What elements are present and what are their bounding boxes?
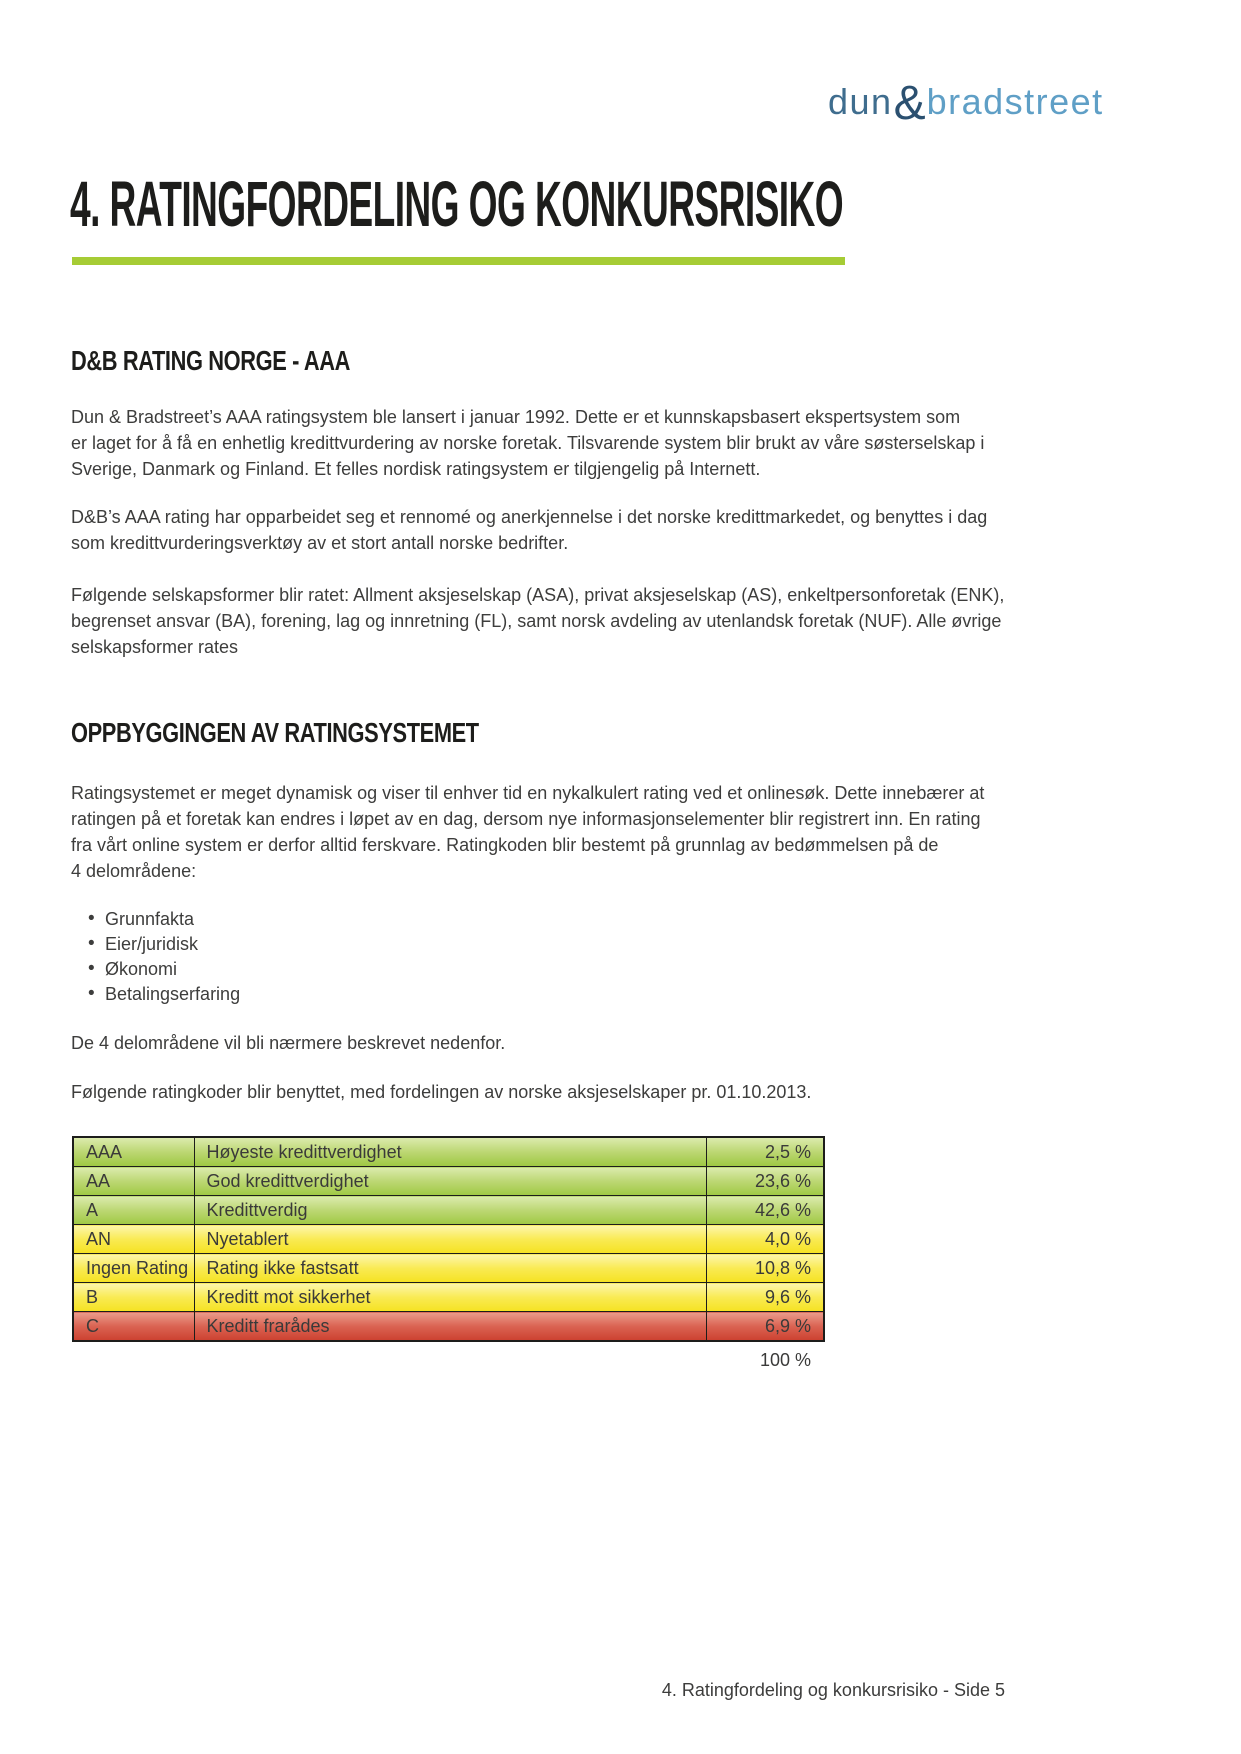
title-accent-bar [72, 257, 845, 265]
rating-code-cell: AA [73, 1167, 194, 1196]
rating-description-cell: Kreditt mot sikkerhet [194, 1283, 706, 1312]
rating-table-body [73, 1137, 824, 1341]
paragraph-rating-intro [71, 404, 984, 482]
rating-description-cell: God kredittverdighet [194, 1167, 706, 1196]
rating-code-cell: B [73, 1283, 194, 1312]
rating-code-cell: Ingen Rating [73, 1254, 194, 1283]
logo-text-dun: dun [828, 81, 893, 122]
rating-share-cell: 9,6 % [706, 1283, 824, 1312]
rating-description-cell: Rating ikke fastsatt [194, 1254, 706, 1283]
paragraph-ratingsystem-dynamisk [71, 780, 984, 884]
text-line: er laget for å få en enhetlig kredittvurdering av norske foretak. Tilsvarende system blir brukt av våre søsterselskap i [71, 433, 985, 453]
rating-row-ingen-rating [73, 1254, 824, 1283]
text-line: som kredittvurderingsverktøy av et stort antall norske bedrifter. [71, 533, 569, 553]
note-text: De 4 delområdene vil bli nærmere beskrevet nedenfor. [71, 1033, 506, 1053]
section-heading-rating-norge: D&B RATING NORGE - AAA [71, 345, 350, 376]
text-line: D&B’s AAA rating har opparbeidet seg et rennomé og anerkjennelse i det norske kredittmarkedet, og benyttes i dag [71, 507, 988, 527]
rating-row-c [73, 1312, 824, 1342]
rating-share-cell: 23,6 % [706, 1167, 824, 1196]
text-line: Dun & Bradstreet’s AAA ratingsystem ble lansert i januar 1992. Dette er et kunnskapsbasert ekspertsystem som [71, 407, 961, 427]
rating-description-cell: Nyetablert [194, 1225, 706, 1254]
rating-description-cell: Kreditt frarådes [194, 1312, 706, 1342]
table-total: 100 % [759, 1350, 811, 1370]
rating-description-cell: Høyeste kredittverdighet [194, 1137, 706, 1167]
section-heading-oppbyggingen: OPPBYGGINGEN AV RATINGSYSTEMET [71, 717, 479, 748]
paragraph-selskapsformer [71, 582, 1004, 660]
logo-text-bradstreet: bradstreet [926, 81, 1104, 122]
note-delomraadene [71, 1030, 505, 1056]
rating-share-cell: 10,8 % [706, 1254, 824, 1283]
rating-code-cell: A [73, 1196, 194, 1225]
logo-ampersand-icon: & [893, 77, 926, 130]
rating-row-aa [73, 1167, 824, 1196]
text-line: selskapsformer rates [71, 637, 239, 657]
table-intro-text [71, 1079, 811, 1105]
text-line: Ratingsystemet er meget dynamisk og viser til enhver tid en nykalkulert rating ved et onlinesøk. Dette innebærer at [71, 783, 985, 803]
rating-share-cell: 2,5 % [706, 1137, 824, 1167]
bullet-item: • Eier/juridisk [88, 932, 240, 957]
bullet-item: • Økonomi [88, 957, 240, 982]
rating-description-cell: Kredittverdig [194, 1196, 706, 1225]
text-line: 4 delområdene: [71, 861, 197, 881]
rating-code-cell: C [73, 1312, 194, 1342]
rating-row-an [73, 1225, 824, 1254]
bullet-item: • Betalingserfaring [88, 982, 240, 1007]
rating-code-cell: AAA [73, 1137, 194, 1167]
table-intro-line: Følgende ratingkoder blir benyttet, med fordelingen av norske aksjeselskaper pr. 01.10.2013. [71, 1082, 812, 1102]
rating-share-cell: 4,0 % [706, 1225, 824, 1254]
rating-row-b [73, 1283, 824, 1312]
dun-bradstreet-logo [828, 77, 1104, 130]
paragraph-rating-renomme [71, 504, 987, 556]
text-line: Følgende selskapsformer blir ratet: Allment aksjeselskap (ASA), privat aksjeselskap (AS), enkeltpersonforetak (ENK), [71, 585, 1005, 605]
rating-distribution-table [72, 1136, 825, 1342]
rating-share-cell: 6,9 % [706, 1312, 824, 1342]
rating-row-aaa [73, 1137, 824, 1167]
text-line: ratingen på et foretak kan endres i løpet av en dag, dersom nye informasjonselementer blir registrert inn. En rating [71, 809, 981, 829]
rating-share-cell: 42,6 % [706, 1196, 824, 1225]
page-footer: 4. Ratingfordeling og konkursrisiko - Side 5 [661, 1680, 1005, 1700]
rating-row-a [73, 1196, 824, 1225]
text-line: Sverige, Danmark og Finland. Et felles nordisk ratingsystem er tilgjengelig på Internett. [71, 459, 761, 479]
rating-code-cell: AN [73, 1225, 194, 1254]
text-line: begrenset ansvar (BA), forening, lag og innretning (FL), samt norsk avdeling av utenlandsk foretak (NUF). Alle øvrige [71, 611, 1002, 631]
page-title: 4. RATINGFORDELING OG KONKURSRISIKO [70, 168, 843, 240]
delomraader-bullet-list [88, 907, 240, 1007]
bullet-item: • Grunnfakta [88, 907, 240, 932]
text-line: fra vårt online system er derfor alltid ferskvare. Ratingkoden blir bestemt på grunnlag av bedømmelsen på de [71, 835, 939, 855]
